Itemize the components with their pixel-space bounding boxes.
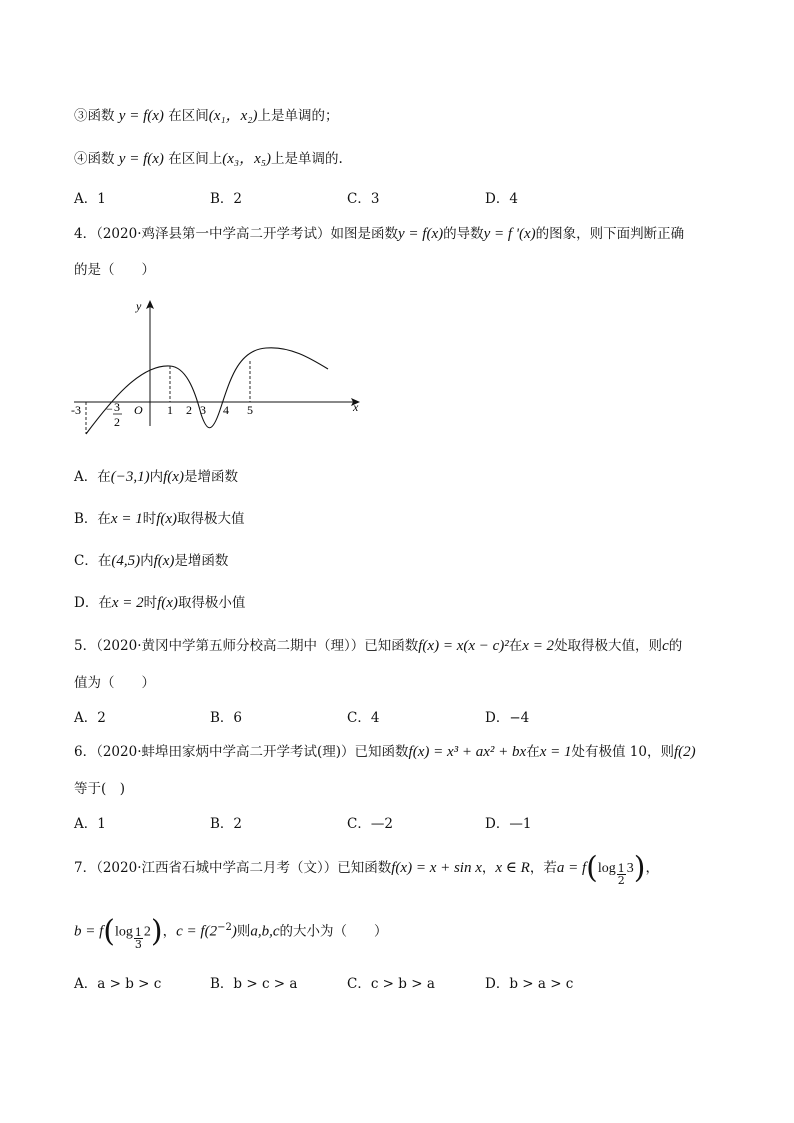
paren-open: ( [103,914,116,949]
question-4-option-c [74,551,228,571]
math-expression: f(2) [673,744,696,760]
statement-marker: ③函数 [74,108,115,124]
origin-label: O [134,403,143,417]
fraction-denominator: 3 [134,937,142,951]
option-text: 取得极小值 [177,595,246,611]
log-text: log [597,861,616,876]
x-axis-label: x [353,400,359,414]
option-c: C．3 [347,191,380,207]
option-label: A．在 [74,469,111,485]
power-exponent: −2 [217,922,232,933]
statement-text: 上是单调的； [257,108,339,124]
paren-open: ( [586,850,598,886]
stem-text: 4．（2020·鸡泽县第一中学高二开学考试）如图是函数 [74,226,398,242]
stem-text: 的图象，则下面判断正确 [535,226,685,242]
tick-label-5: 5 [247,403,253,417]
fraction-numerator: 1 [617,862,625,875]
question-6-stem [74,742,696,762]
q7-option-b: B．b > c > a [210,976,298,992]
tick-label-frac-den: 2 [114,415,120,429]
q5-option-a: A．2 [74,710,106,726]
math-expression: x = 1 [110,511,143,527]
question-5-stem-line2: 值为（ ） [74,675,155,691]
math-expression: y = f(x) [118,151,164,167]
stem-text: 在 [526,744,540,760]
statement-marker: ④函数 [74,151,115,167]
math-expression: f(x) = x + sin x [391,860,482,876]
stem-text: 的导数 [443,226,484,242]
math-expression: f(x) [163,469,184,485]
math-expression: y = f(x) [398,226,444,242]
math-interval: (x₁，x₂) [208,108,258,124]
option-d: D．4 [485,191,518,207]
option-text: 内 [149,469,164,485]
statement-text: 上是单调的. [270,151,343,167]
option-label: D．在 [74,595,112,611]
tick-label-3: 3 [200,403,206,417]
q5-option-d: D．−4 [485,710,530,726]
tick-label-minus: − [106,402,113,416]
stem-text: 6．（2020·蚌埠田家炳中学高二开学考试(理)）已知函数 [74,744,409,760]
log-base-fraction [134,927,143,950]
q6-option-b: B．2 [210,816,243,832]
option-text: 是增函数 [174,553,229,569]
option-text: 时 [143,595,158,611]
question-4-option-a [74,467,238,487]
fraction-numerator: 1 [134,925,142,939]
stem-text: ， [481,860,496,876]
option-a: A．1 [74,191,106,207]
question-6-stem-line2: 等于( ) [74,781,126,797]
math-expression: f(x) [156,511,178,527]
paren-close: ) [633,850,646,886]
q6-option-a: A．1 [74,816,106,832]
math-expression: y = f '(x) [483,226,536,242]
option-b: B．2 [210,191,243,207]
tick-label-1: 1 [167,403,173,417]
math-expression: (−3,1) [110,469,150,485]
stem-text: 在 [508,638,523,654]
statement-4 [74,149,343,169]
stem-text: 的大小为（ ） [279,923,388,940]
stem-text: 的 [668,638,683,654]
option-label: B．在 [74,511,111,527]
paren-close: ) [150,914,163,949]
math-expression: c [662,638,669,654]
tick-label-frac-num: 3 [114,400,120,414]
math-expression: c = f [176,923,205,940]
derivative-curve [86,348,328,434]
math-expression: x = 2 [111,595,144,611]
q6-option-d: D．—1 [485,816,532,832]
q5-option-b: B．6 [210,710,243,726]
fraction-denominator: 2 [617,874,625,887]
q5-option-c: C．4 [347,710,380,726]
log-argument: 2 [143,924,151,940]
log-text: log [115,924,133,940]
question-4-stem-line2: 的是（ ） [74,262,155,278]
y-axis-label: y [136,299,142,313]
derivative-graph [70,292,370,442]
math-expression: f(x) = x(x − c)² [418,638,509,654]
option-label: C．在 [74,553,112,569]
log-base-fraction [617,863,626,886]
math-expression: x = 1 [539,744,572,760]
stem-text: 处取得极大值，则 [554,638,663,654]
q7-option-d: D．b > a > c [485,976,574,992]
tick-label-4: 4 [223,403,229,417]
math-expression: y = f(x) [118,108,164,124]
statement-text: 在区间 [168,108,209,124]
question-7-stem-line2: b = f(log $\frac{1}{3}$ 2)，$c = f(2^{-2})$则a,b,c的大小为（ ） [74,914,388,951]
math-expression: f(x) [153,553,175,569]
math-expression: a,b,c [250,923,280,940]
math-expression: x ∈ R [495,860,530,876]
question-5-stem [74,636,682,656]
math-expression: a = f [556,860,587,876]
question-4-stem [74,224,684,244]
math-interval: (x₃，x₅) [222,151,271,167]
question-7-stem: 7．（2020·江西省石城中学高二月考（文））已知函数f(x) = x + sin x，x ∈ R，若a = f(log $\frac{1}{2}$ 3)， [74,850,659,887]
math-expression: f(x) [157,595,178,611]
stem-text: 5．（2020·黄冈中学第五师分校高二期中（理））已知函数 [74,638,419,654]
math-expression: (4,5) [111,553,141,569]
stem-text: 处有极值 10，则 [571,744,674,760]
q7-option-a: A．a > b > c [74,976,162,992]
stem-text: 则 [236,923,251,940]
statement-text: 在区间上 [168,151,223,167]
option-text: 内 [140,553,154,569]
power-base: 2 [209,923,218,940]
question-4-option-d [74,593,245,613]
question-4-option-b [74,509,245,529]
stem-text: 7．（2020·江西省石城中学高二月考（文））已知函数 [74,860,392,876]
option-text: 是增函数 [183,469,238,485]
log-argument: 3 [626,861,634,876]
statement-3 [74,106,338,126]
q7-option-c: C．c > b > a [347,976,435,992]
math-expression: x = 2 [522,638,555,654]
option-text: 取得极大值 [177,511,245,527]
tick-label-neg3: -3 [71,403,81,417]
math-expression: b = f [74,923,104,940]
option-text: 时 [142,511,157,527]
math-expression: f(x) = x³ + ax² + bx [408,744,527,760]
q6-option-c: C．—2 [347,816,393,832]
tick-label-2: 2 [186,403,192,417]
stem-text: ，若 [529,860,557,876]
